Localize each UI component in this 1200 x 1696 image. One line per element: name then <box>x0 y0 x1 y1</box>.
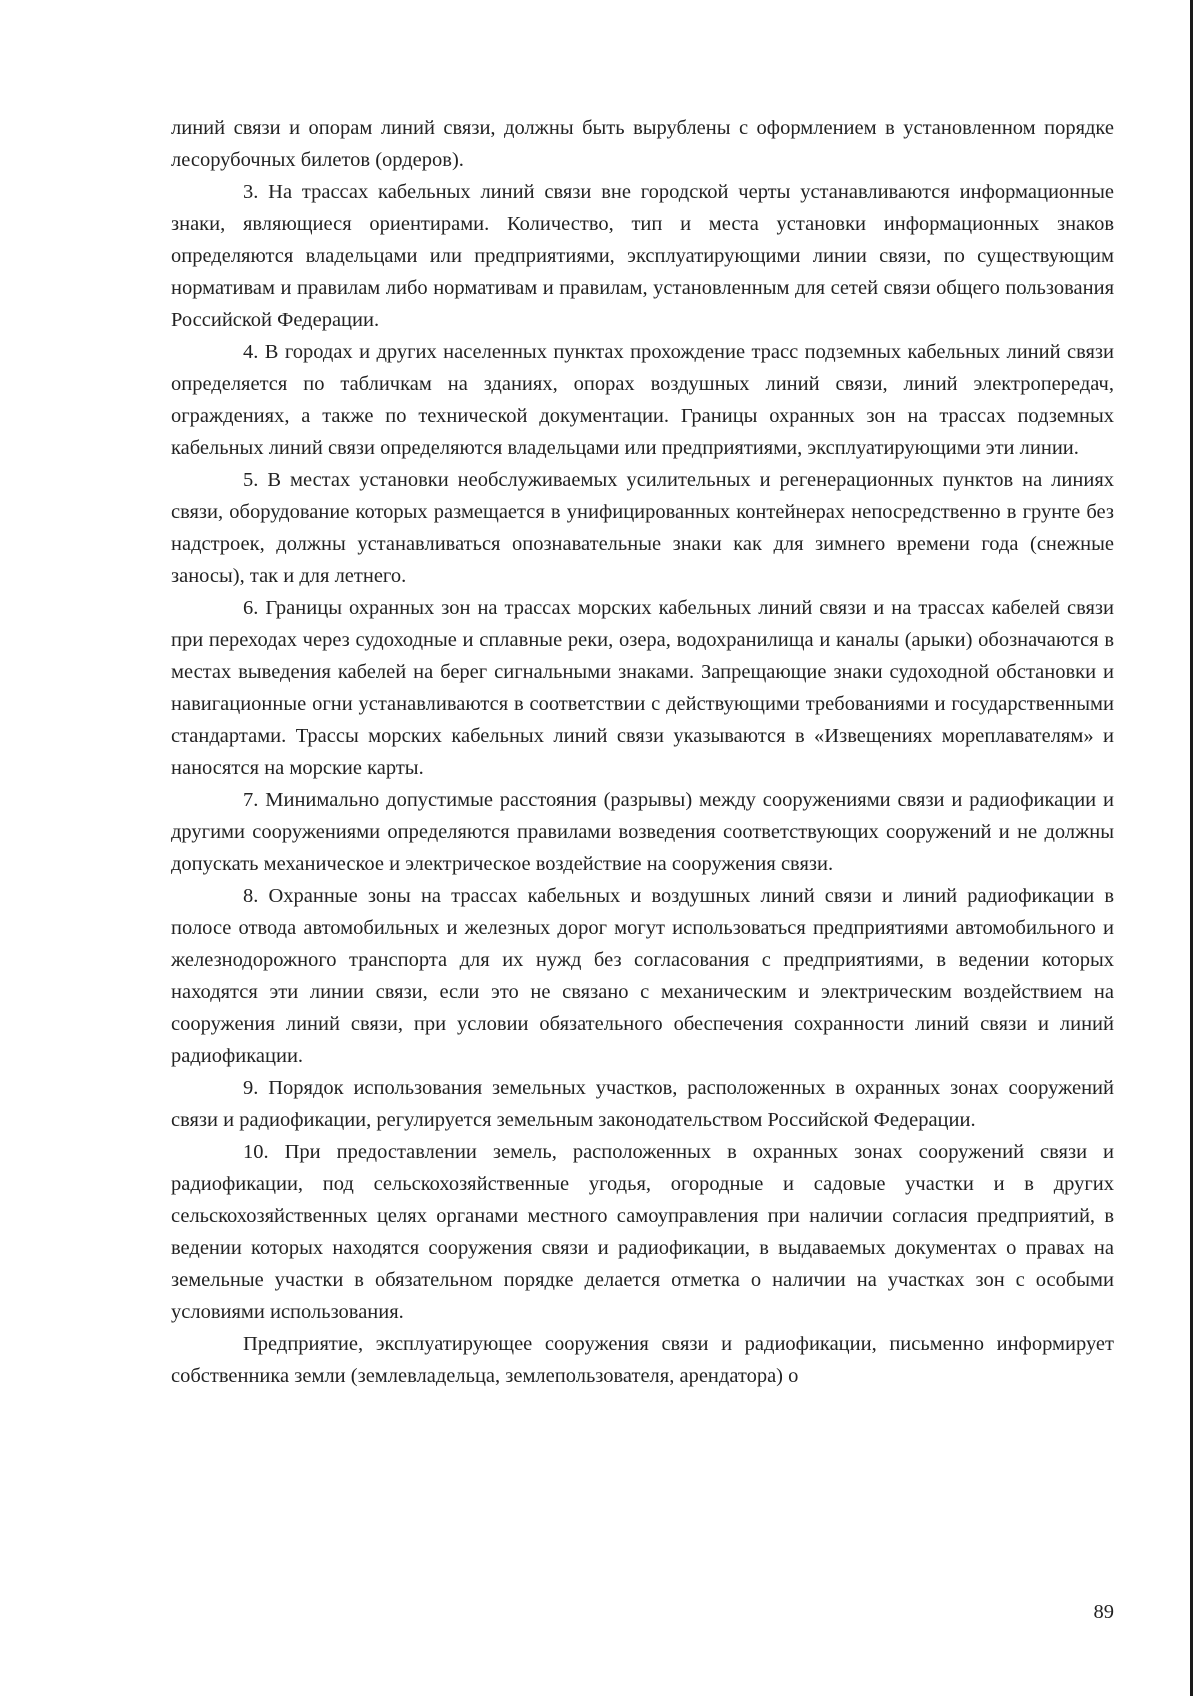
paragraph-continuation: линий связи и опорам линий связи, должны быть вырублены с оформлением в установленном порядке лесорубочных билетов (ордеров). <box>171 117 1114 171</box>
paragraph-item-5: 5. В местах установки необслуживаемых усилительных и регенерационных пунктов на линиях связи, оборудование которых размещается в унифицированных контейнерах непосредственно в грунте без надстроек, должны устанавливаться опознавательные знаки как для зимнего времени года (снежные заносы), так и для летнего. <box>171 469 1114 587</box>
paragraph-enterprise-notice: Предприятие, эксплуатирующее сооружения связи и радиофикации, письменно информирует собственника земли (землевладельца, землепользователя, арендатора) о <box>171 1333 1114 1387</box>
paragraph-item-8: 8. Охранные зоны на трассах кабельных и воздушных линий связи и линий радиофикации в полосе отвода автомобильных и железных дорог могут использоваться предприятиями автомобильного и железнодорожного транспорта для их нужд без согласования с предприятиями, в ведении которых находятся эти линии связи, если это не связано с механическим и электрическим воздействием на сооружения линий связи, при условии обязательного обеспечения сохранности линий связи и линий радиофикации. <box>171 885 1114 1067</box>
paragraph-item-7: 7. Минимально допустимые расстояния (разрывы) между сооружениями связи и радиофикации и другими сооружениями определяются правилами возведения соответствующих сооружений и не должны допускать механическое и электрическое воздействие на сооружения связи. <box>171 789 1114 875</box>
paragraph-item-3: 3. На трассах кабельных линий связи вне городской черты устанавливаются информационные знаки, являющиеся ориентирами. Количество, тип и места установки информационных знаков определяются владельцами или предприятиями, эксплуатирующими линии связи, по существующим нормативам и правилам либо нормативам и правилам, установленным для сетей связи общего пользования Российской Федерации. <box>171 181 1114 331</box>
page-edge-border <box>1190 0 1193 1696</box>
paragraph-item-4: 4. В городах и других населенных пунктах прохождение трасс подземных кабельных линий связи определяется по табличкам на зданиях, опорах воздушных линий связи, линий электропередач, ограждениях, а также по технической документации. Границы охранных зон на трассах подземных кабельных линий связи определяются владельцами или предприятиями, эксплуатирующими эти линии. <box>171 341 1114 459</box>
paragraph-item-10: 10. При предоставлении земель, расположенных в охранных зонах сооружений связи и радиофикации, под сельскохозяйственные угодья, огородные и садовые участки и в других сельскохозяйственных целях органами местного самоуправления при наличии согласия предприятий, в ведении которых находятся сооружения связи и радиофикации, в выдаваемых документах о правах на земельные участки в обязательном порядке делается отметка о наличии на участках зон с особыми условиями использования. <box>171 1141 1114 1323</box>
page-number: 89 <box>1093 1601 1114 1623</box>
paragraph-item-9: 9. Порядок использования земельных участков, расположенных в охранных зонах сооружений связи и радиофикации, регулируется земельным законодательством Российской Федерации. <box>171 1077 1114 1131</box>
paragraph-item-6: 6. Границы охранных зон на трассах морских кабельных линий связи и на трассах кабелей связи при переходах через судоходные и сплавные реки, озера, водохранилища и каналы (арыки) обозначаются в местах выведения кабелей на берег сигнальными знаками. Запрещающие знаки судоходной обстановки и навигационные огни устанавливаются в соответствии с действующими требованиями и государственными стандартами. Трассы морских кабельных линий связи указываются в «Извещениях мореплавателям» и наносятся на морские карты. <box>171 597 1114 779</box>
document-body <box>171 112 1114 1392</box>
